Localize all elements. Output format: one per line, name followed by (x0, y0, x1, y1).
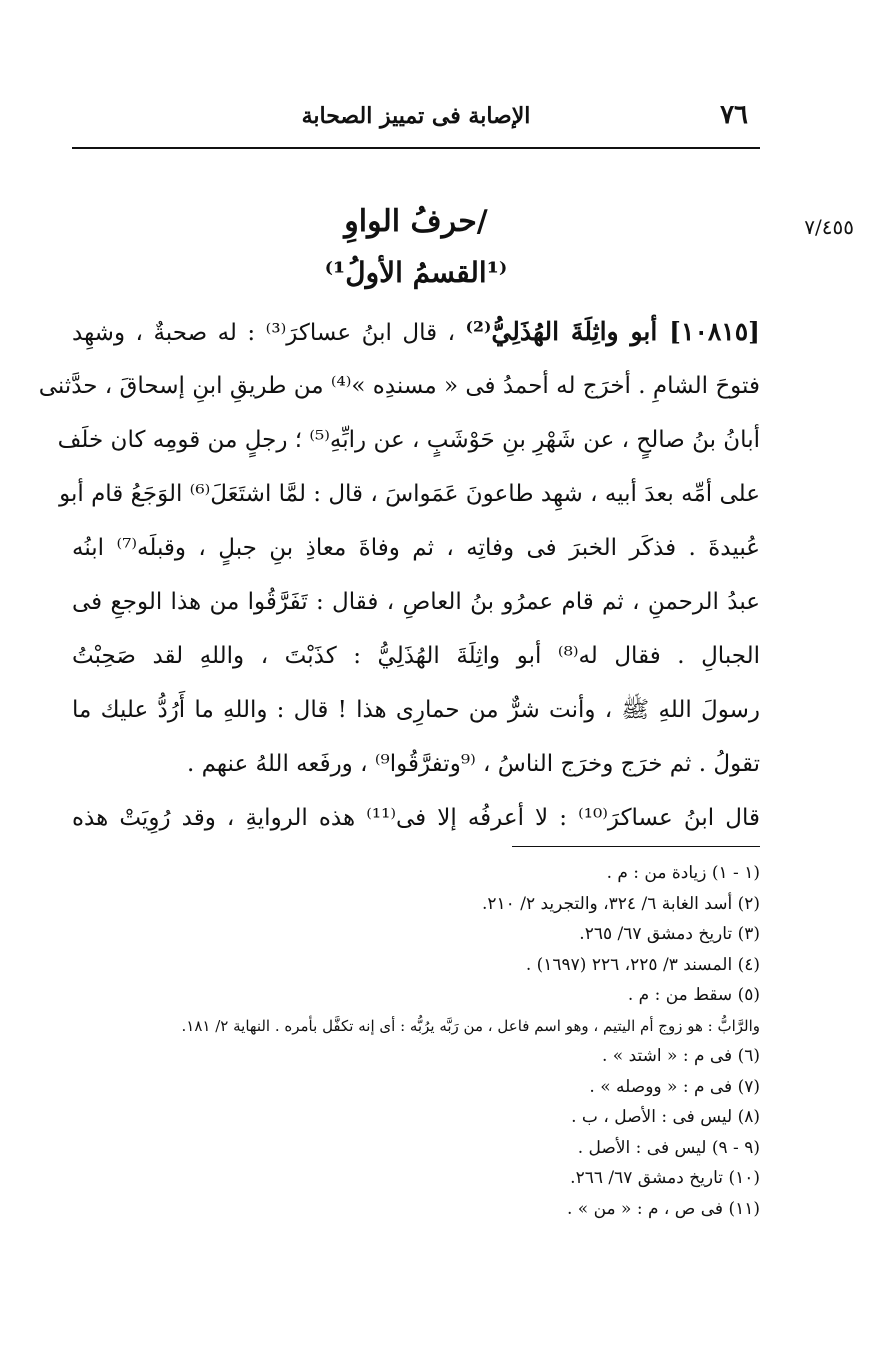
footnote: (١٠) تاريخ دمشق ٦٧/ ٢٦٦. (570, 1168, 760, 1188)
body-line: عُبيدةَ . فذكَر الخبرَ فى وفاتِه ، ثم وفاةَ معاذِ بنِ جبلٍ ، وقبلَه⁽⁷⁾ ابنُه (72, 535, 760, 561)
page-header (72, 96, 760, 136)
body-line: الجبالِ . فقال له⁽⁸⁾ أبو واثِلَةَ الهُذَلِيُّ : كذَبْتَ ، واللهِ لقد صَحِبْتُ (72, 643, 760, 669)
footnote-note: والرَّابُّ : هو زوج أم اليتيم ، وهو اسم فاعل ، من رَبَّه يرُبُّه : أى إنه تكفَّل بأمره . النهاية ٢/ ١٨١. (181, 1016, 760, 1035)
footnotes (72, 858, 760, 1224)
body-line: قال ابنُ عساكرَ⁽¹⁰⁾ : لا أعرفُه إلا فى⁽¹¹⁾ هذه الروايةِ ، وقد رُوِيَتْ هذه (72, 805, 760, 831)
footnote: (٢) أسد الغابة ٦/ ٣٢٤، والتجريد ٢/ ٢١٠. (482, 893, 760, 914)
header-rule (72, 147, 760, 149)
footnote-rule (512, 846, 760, 847)
margin-reference: ٧/٤٥٥ (804, 215, 854, 239)
footnote: (٨) ليس فى : الأصل ، ب . (571, 1107, 760, 1127)
footnote: (٦) فى م : « اشتد » . (601, 1046, 760, 1066)
section-title: ⁽¹القسمُ الأولُ¹⁾ (324, 256, 508, 289)
chapter-title: /حرفُ الواوِ (344, 204, 488, 239)
body-line: على أمِّه بعدَ أبيه ، شهِد طاعونَ عَمَواسَ ، قال : لمَّا اشتَعَلَ⁽⁶⁾ الوَجَعُ قام أبو (59, 481, 760, 507)
body-line (72, 305, 760, 359)
body-line-text: ، قال ابنُ عساكرَ⁽³⁾ : له صحبةٌ ، وشهِد (72, 320, 456, 346)
footnote: (٤) المسند ٣/ ٢٢٥، ٢٢٦ (١٦٩٧) . (525, 954, 760, 975)
running-title: الإصابة فى تمييز الصحابة (301, 103, 531, 129)
page-number: ٧٦ (720, 100, 748, 130)
footnote: (٥) سقط من : م . (627, 985, 760, 1005)
entry-heading: [١٠٨١٥] أبو واثِلَةَ الهُذَلِيُّ⁽²⁾ (465, 317, 760, 346)
footnote: (٣) تاريخ دمشق ٦٧/ ٢٦٥. (579, 924, 760, 944)
footnote: (٩ - ٩) ليس فى : الأصل . (577, 1137, 760, 1158)
footnote: (٧) فى م : « ووصله » . (589, 1076, 760, 1097)
body-line: أبانُ بنُ صالحٍ ، عن شَهْرِ بنِ حَوْشَبٍ ، عن رابِّهِ⁽⁵⁾ ؛ رجلٍ من قومِه كان خلَف (57, 427, 760, 453)
entry-body (38, 305, 760, 845)
body-line: تقولُ . ثم خرَج وخرَج الناسُ ، ⁽⁹وتفرَّقُوا⁹⁾ ، ورفَعه اللهُ عنهم . (186, 751, 760, 777)
footnote: (١١) فى ص ، م : « من » . (566, 1198, 760, 1219)
footnote: (١ - ١) زيادة من : م . (606, 863, 760, 883)
body-line: رسولَ اللهِ ﷺ ، وأنت شرٌّ من حمارِى هذا ! قال : واللهِ ما أَرُدُّ عليك ما (72, 697, 760, 723)
body-line: عبدُ الرحمنِ ، ثم قام عمرُو بنُ العاصِ ، فقال : تَفَرَّقُوا من هذا الوجعِ فى (72, 589, 760, 615)
body-line: فتوحَ الشامِ . أخرَج له أحمدُ فى « مسندِه »⁽⁴⁾ من طريقِ ابنِ إسحاقَ ، حدَّثنى (38, 373, 760, 399)
